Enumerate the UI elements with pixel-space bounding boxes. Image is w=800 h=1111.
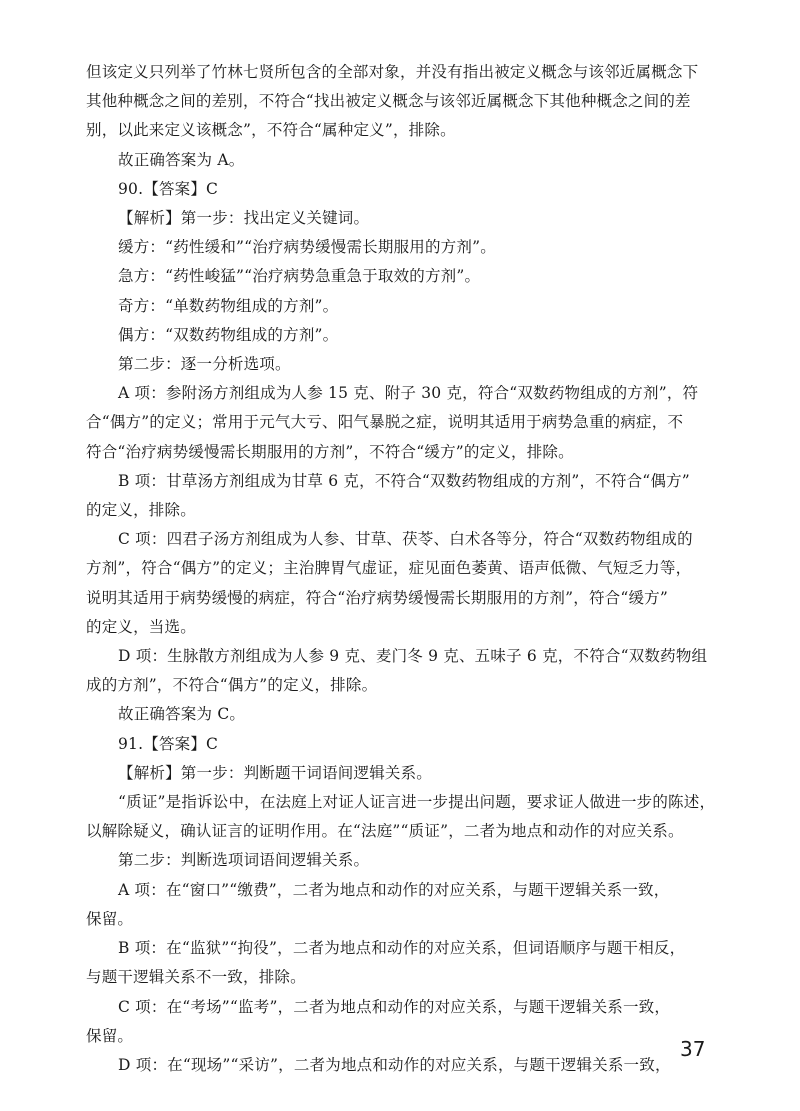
text-line: 以解除疑义，确认证言的证明作用。在“法庭”“质证”，二者为地点和动作的对应关系。: [86, 822, 684, 841]
page-number: 37: [680, 1037, 706, 1061]
text-line: “质证”是指诉讼中，在法庭上对证人证言进一步提出问题，要求证人做进一步的陈述，: [118, 793, 716, 812]
text-line: C 项：四君子汤方剂组成为人参、甘草、茯苓、白术各等分，符合“双数药物组成的: [118, 530, 693, 549]
text-line: B 项：在“监狱”“拘役”，二者为地点和动作的对应关系，但词语顺序与题干相反，: [118, 939, 686, 958]
text-line: 其他种概念之间的差别，不符合“找出被定义概念与该邻近属概念下其他种概念之间的差: [86, 92, 691, 111]
text-line: 方剂”，符合“偶方”的定义；主治脾胃气虚证，症见面色萎黄、语声低微、气短乏力等，: [86, 559, 692, 578]
text-line: 急方：“药性峻猛”“治疗病势急重急于取效的方剂”。: [118, 267, 481, 286]
text-line: D 项：生脉散方剂组成为人参 9 克、麦门冬 9 克、五味子 6 克，不符合“双数药物组: [118, 647, 708, 666]
text-line: 【解析】第一步：找出定义关键词。: [118, 209, 370, 228]
text-line: 第二步：判断选项词语间逻辑关系。: [118, 851, 370, 870]
text-line: 故正确答案为 C。: [118, 705, 246, 724]
text-line: B 项：甘草汤方剂组成为甘草 6 克，不符合“双数药物组成的方剂”，不符合“偶方”: [118, 471, 690, 490]
text-line: 【解析】第一步：判断题干词语间逻辑关系。: [118, 763, 433, 782]
page-body: [86, 58, 722, 1080]
text-line: C 项：在“考场”“监考”，二者为地点和动作的对应关系，与题干逻辑关系一致，: [118, 997, 671, 1016]
text-line: 别，以此来定义该概念”，不符合“属种定义”，排除。: [86, 121, 456, 140]
text-line: D 项：在“现场”“采访”，二者为地点和动作的对应关系，与题干逻辑关系一致，: [118, 1055, 671, 1074]
text-line: 合“偶方”的定义；常用于元气大亏、阳气暴脱之症，说明其适用于病势急重的病症，不: [86, 413, 684, 432]
text-line: 91.【答案】C: [118, 734, 219, 753]
text-line: 偶方：“双数药物组成的方剂”。: [118, 325, 339, 344]
text-line: 符合“治疗病势缓慢需长期服用的方剂”，不符合“缓方”的定义，排除。: [86, 442, 574, 461]
text-line: 第二步：逐一分析选项。: [118, 355, 291, 374]
text-line: 与题干逻辑关系不一致，排除。: [86, 968, 306, 987]
text-line: 成的方剂”，不符合“偶方”的定义，排除。: [86, 676, 378, 695]
text-line: A 项：在“窗口”“缴费”，二者为地点和动作的对应关系，与题干逻辑关系一致，: [118, 880, 670, 899]
text-line: 缓方：“药性缓和”“治疗病势缓慢需长期服用的方剂”。: [118, 238, 496, 257]
text-line: 的定义，当选。: [86, 617, 196, 636]
text-line: 故正确答案为 A。: [118, 150, 245, 169]
text-line: 奇方：“单数药物组成的方剂”。: [118, 296, 339, 315]
text-line: 保留。: [86, 909, 134, 928]
text-line: 说明其适用于病势缓慢的病症，符合“治疗病势缓慢需长期服用的方剂”，符合“缓方”: [86, 588, 668, 607]
text-line: 的定义，排除。: [86, 501, 196, 520]
text-line: 保留。: [86, 1026, 134, 1045]
text-line: 但该定义只列举了竹林七贤所包含的全部对象，并没有指出被定义概念与该邻近属概念下: [86, 63, 699, 81]
text-line: 90.【答案】C: [118, 179, 219, 198]
text-line: A 项：参附汤方剂组成为人参 15 克、附子 30 克，符合“双数药物组成的方剂”，符: [118, 384, 699, 403]
